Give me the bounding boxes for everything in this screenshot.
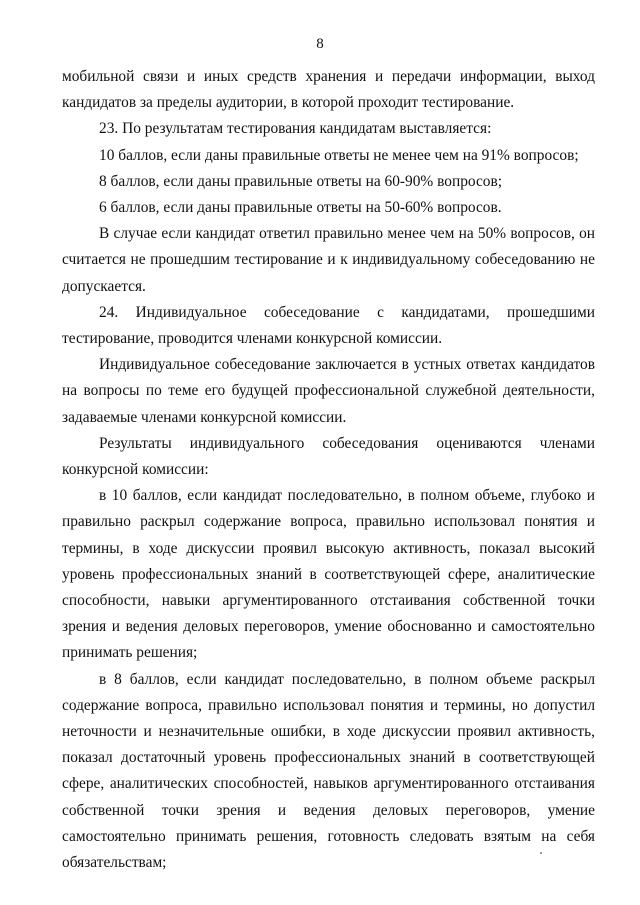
document-body	[62, 64, 595, 876]
scan-speck	[540, 852, 542, 854]
paragraph-score-10: 10 баллов, если даны правильные ответы не менее чем на 91% вопросов;	[99, 146, 579, 164]
paragraph-continuation: мобильной связи и иных средств хранения и передачи информации, выход кандидатов за пределы аудитории, в которой проходит тестирование.	[62, 68, 595, 112]
paragraph-item-23: 23. По результатам тестирования кандидатам выставляется:	[99, 120, 492, 138]
paragraph-interview-description: Индивидуальное собеседование заключается в устных ответах кандидатов на вопросы по теме его будущей профессиональной служебной деятельности, задаваемые членами конкурсной комиссии.	[62, 356, 595, 426]
page-number: 8	[316, 36, 324, 52]
paragraph-interview-score-10: в 10 баллов, если кандидат последовательно, в полном объеме, глубоко и правильно раскрыл содержание вопроса, правильно использовал понятия и термины, в ходе дискуссии проявил высокую активность, показал высокий уровень профессиональных знаний в соответствующей сфере, аналитические способности, навыки аргументированного отстаивания собственной точки зрения и ведения деловых переговоров, умение обоснованно и самостоятельно принимать решения;	[62, 487, 595, 662]
paragraph-score-6: 6 баллов, если даны правильные ответы на 50-60% вопросов.	[99, 199, 502, 217]
paragraph-score-8: 8 баллов, если даны правильные ответы на 60-90% вопросов;	[99, 172, 503, 190]
paragraph-item-24: 24. Индивидуальное собеседование с кандидатами, прошедшими тестирование, проводится членами конкурсной комиссии.	[62, 303, 595, 348]
paragraph-fail-case: В случае если кандидат ответил правильно менее чем на 50% вопросов, он считается не прошедшим тестирование и к индивидуальному собеседованию не допускается.	[62, 225, 595, 295]
paragraph-interview-score-8: в 8 баллов, если кандидат последовательно, в полном объеме раскрыл содержание вопроса, правильно использовал понятия и термины, но допустил неточности и незначительные ошибки, в ходе дискуссии проявил активность, показал достаточный уровень профессиональных знаний в соответствующей сфере, аналитических способностей, навыков аргументированного отстаивания собственной точки зрения и ведения деловых переговоров, умение самостоятельно принимать решения, готовность следовать взятым на себя обязательствам;	[62, 670, 595, 872]
paragraph-interview-results: Результаты индивидуального собеседования оцениваются членами конкурсной комиссии:	[62, 434, 595, 479]
